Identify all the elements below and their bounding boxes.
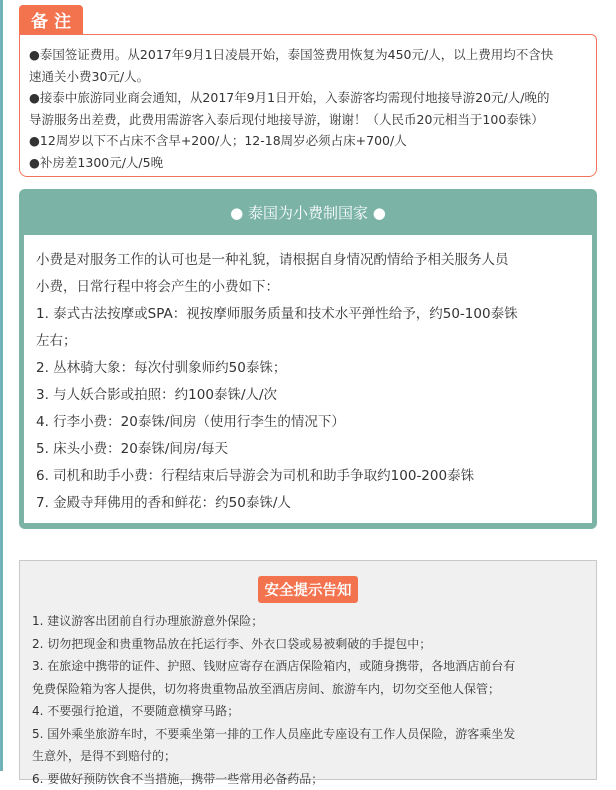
notes-line: 速通关小费30元/人。	[29, 66, 586, 88]
tipping-line: 2. 丛林骑大象：每次付驯象师约50泰铢；	[36, 355, 581, 382]
safety-notice-title: 安全提示告知	[258, 576, 358, 603]
tipping-line: 7. 金殿寺拜佛用的香和鲜花：约50泰铢/人	[36, 490, 581, 517]
tipping-panel	[19, 189, 597, 529]
tipping-line: 1. 泰式古法按摩或SPA：视按摩师服务质量和技术水平弹性给予，约50-100泰铢	[36, 301, 581, 328]
tipping-line: 5. 床头小费：20泰铢/间房/每天	[36, 436, 581, 463]
tipping-panel-body	[24, 235, 592, 523]
notes-line: ●补房差1300元/人/5晚	[29, 152, 586, 174]
tipping-line: 小费是对服务工作的认可也是一种礼貌，请根据自身情况酌情给予相关服务人员	[36, 247, 581, 274]
tipping-line: 3. 与人妖合影或拍照：约100泰铢/人/次	[36, 382, 581, 409]
notes-title-tab: 备注	[19, 5, 83, 34]
left-edge-strip	[0, 0, 3, 771]
tipping-panel-title: ● 泰国为小费制国家 ●	[19, 189, 597, 235]
notes-line: ●12周岁以下不占床不含早+200/人；12-18周岁必须占床+700/人	[29, 130, 586, 152]
safety-line: 4. 不要强行抢道，不要随意横穿马路；	[32, 700, 585, 723]
notes-line: 导游服务出差费，此费用需游客入泰后现付地接导游，谢谢！（人民币20元相当于100泰铢）	[29, 109, 586, 131]
safety-notice-list	[19, 610, 597, 790]
notes-line: ●泰国签证费用。从2017年9月1日凌晨开始，泰国签费用恢复为450元/人，以上费用均不含快	[29, 44, 586, 66]
safety-line: 1. 建议游客出团前自行办理旅游意外保险；	[32, 610, 585, 633]
notes-box	[19, 34, 597, 177]
tipping-line: 4. 行李小费：20泰铢/间房（使用行李生的情况下）	[36, 409, 581, 436]
safety-line: 5. 国外乘坐旅游车时，不要乘坐第一排的工作人员座此专座设有工作人员保险，游客乘坐发	[32, 723, 585, 746]
safety-line: 免费保险箱为客人提供，切勿将贵重物品放至酒店房间、旅游车内，切勿交至他人保管；	[32, 678, 585, 701]
tipping-line: 6. 司机和助手小费：行程结束后导游会为司机和助手争取约100-200泰铢	[36, 463, 581, 490]
safety-line: 6. 要做好预防饮食不当措施，携带一些常用必备药品；	[32, 768, 585, 790]
notes-line: ●接泰中旅游同业商会通知，从2017年9月1日开始，入泰游客均需现付地接导游20元/人/晚的	[29, 87, 586, 109]
safety-line: 2. 切勿把现金和贵重物品放在托运行李、外衣口袋或易被剩破的手提包中；	[32, 633, 585, 656]
safety-line: 生意外，是得不到赔付的；	[32, 745, 585, 768]
tipping-line: 左右；	[36, 328, 581, 355]
tipping-line: 小费，日常行程中将会产生的小费如下：	[36, 274, 581, 301]
safety-line: 3. 在旅途中携带的证件、护照、钱财应寄存在酒店保险箱内，或随身携带，各地酒店前台有	[32, 655, 585, 678]
